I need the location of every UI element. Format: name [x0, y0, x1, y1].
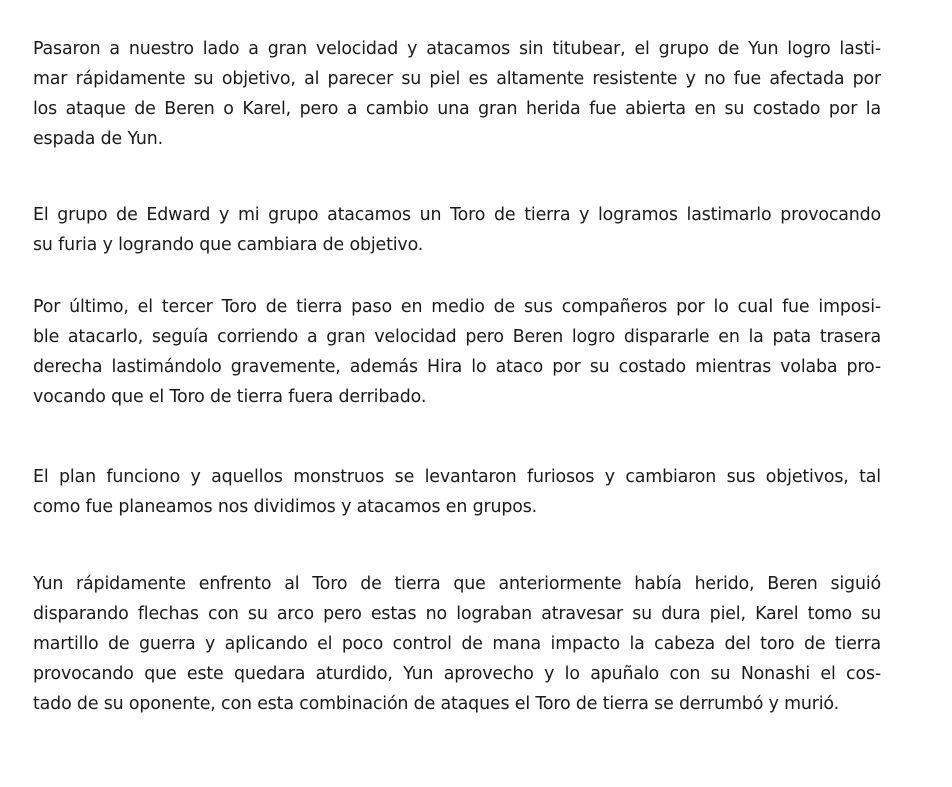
text-line: mar rápidamente su objetivo, al parecer su piel es altamente resistente y no fue afectada por	[33, 69, 881, 89]
text-line: Yun rápidamente enfrento al Toro de tierra que anteriormente había herido, Beren siguió	[33, 574, 881, 594]
paragraph-third-bull	[33, 292, 881, 412]
text-line: su furia y logrando que cambiara de objetivo.	[33, 235, 424, 255]
paragraph-attack-yun-group	[33, 34, 881, 154]
text-line: El plan funciono y aquellos monstruos se levantaron furiosos y cambiaron sus objetivos, tal	[33, 467, 881, 487]
text-line: como fue planeamos nos dividimos y atacamos en grupos.	[33, 497, 538, 517]
text-line: derecha lastimándolo gravemente, además Hira lo ataco por su costado mientras volaba pro-	[33, 357, 881, 377]
text-line: tado de su oponente, con esta combinación de ataques el Toro de tierra se derrumbó y murió.	[33, 694, 839, 714]
text-line: espada de Yun.	[33, 129, 164, 149]
text-line: Pasaron a nuestro lado a gran velocidad y atacamos sin titubear, el grupo de Yun logro lasti-	[33, 39, 881, 59]
text-line: provocando que este quedara aturdido, Yun aprovecho y lo apuñalo con su Nonashi el cos-	[33, 664, 881, 684]
text-line: El grupo de Edward y mi grupo atacamos un Toro de tierra y logramos lastimarlo provocando	[33, 205, 881, 225]
text-line: martillo de guerra y aplicando el poco control de mana impacto la cabeza del toro de tierra	[33, 634, 881, 654]
paragraph-edward-group	[33, 200, 881, 260]
text-line: Por último, el tercer Toro de tierra paso en medio de sus compañeros por lo cual fue imposi-	[33, 297, 881, 317]
text-line: los ataque de Beren o Karel, pero a cambio una gran herida fue abierta en su costado por la	[33, 99, 881, 119]
text-line: disparando flechas con su arco pero estas no lograban atravesar su dura piel, Karel tomo su	[33, 604, 881, 624]
paragraph-plan-worked	[33, 462, 881, 522]
text-line: ble atacarlo, seguía corriendo a gran velocidad pero Beren logro dispararle en la pata trasera	[33, 327, 881, 347]
text-line: vocando que el Toro de tierra fuera derribado.	[33, 387, 427, 407]
paragraph-yun-kills-bull	[33, 569, 881, 719]
